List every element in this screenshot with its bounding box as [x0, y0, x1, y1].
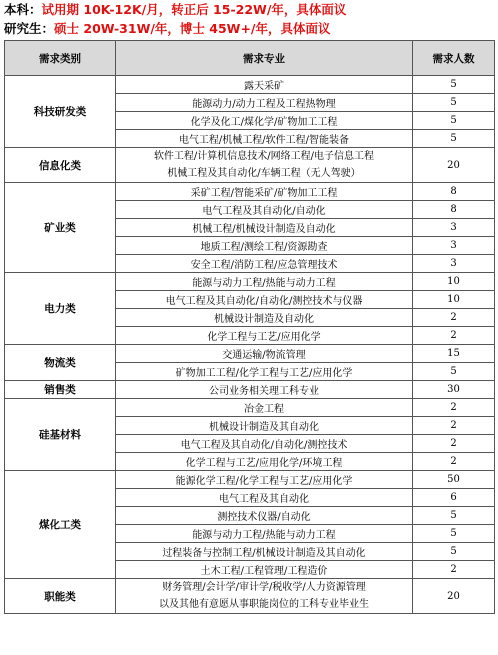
- category-cell: 煤化工类: [5, 471, 116, 579]
- undergrad-label: 本科：: [4, 2, 42, 17]
- count-cell: 5: [413, 363, 495, 381]
- table-row: [5, 76, 495, 94]
- count-cell: 5: [413, 76, 495, 94]
- table-row: [5, 273, 495, 291]
- count-cell: 2: [413, 417, 495, 435]
- category-cell: 物流类: [5, 345, 116, 381]
- major-cell: 能源与动力工程/热能与动力工程: [116, 525, 413, 543]
- count-cell: 5: [413, 130, 495, 148]
- count-cell: 5: [413, 94, 495, 112]
- category-cell: 科技研发类: [5, 76, 116, 148]
- count-cell: 2: [413, 399, 495, 417]
- major-cell: 能源与动力工程/热能与动力工程: [116, 273, 413, 291]
- major-cell: 电气工程及其自动化/自动化/测控技术与仪器: [116, 291, 413, 309]
- count-cell: 2: [413, 309, 495, 327]
- category-cell: 职能类: [5, 579, 116, 614]
- category-cell: 硅基材料: [5, 399, 116, 471]
- header-major: 需求专业: [116, 41, 413, 76]
- count-cell: 5: [413, 525, 495, 543]
- major-cell: 化学工程与工艺/应用化学: [116, 327, 413, 345]
- count-cell: 5: [413, 543, 495, 561]
- major-cell: 安全工程/消防工程/应急管理技术: [116, 255, 413, 273]
- major-cell: 采矿工程/智能采矿/矿物加工工程: [116, 183, 413, 201]
- major-cell: 能源动力/动力工程及工程热物理: [116, 94, 413, 112]
- header-category: 需求类别: [5, 41, 116, 76]
- count-cell: 15: [413, 345, 495, 363]
- category-cell: 矿业类: [5, 183, 116, 273]
- count-cell: 2: [413, 435, 495, 453]
- major-cell: 电气工程及其自动化/自动化: [116, 201, 413, 219]
- recruitment-table: [4, 40, 495, 614]
- count-cell: 5: [413, 507, 495, 525]
- count-cell: 10: [413, 273, 495, 291]
- count-cell: 20: [413, 148, 495, 183]
- major-cell: 机械工程/机械设计制造及自动化: [116, 219, 413, 237]
- category-cell: 销售类: [5, 381, 116, 399]
- count-cell: 30: [413, 381, 495, 399]
- major-cell: 测控技术仪器/自动化: [116, 507, 413, 525]
- count-cell: 5: [413, 112, 495, 130]
- table-row: [5, 399, 495, 417]
- table-row: [5, 579, 495, 614]
- major-cell: 过程装备与控制工程/机械设计制造及其自动化: [116, 543, 413, 561]
- count-cell: 3: [413, 237, 495, 255]
- major-cell: 能源化学工程/化学工程与工艺/应用化学: [116, 471, 413, 489]
- table-body: [5, 76, 495, 614]
- table-row: [5, 471, 495, 489]
- count-cell: 10: [413, 291, 495, 309]
- table-row: [5, 345, 495, 363]
- table-header-row: [5, 41, 495, 76]
- count-cell: 3: [413, 255, 495, 273]
- category-cell: 电力类: [5, 273, 116, 345]
- header-count: 需求人数: [413, 41, 495, 76]
- undergrad-salary-line: [4, 1, 498, 18]
- count-cell: 2: [413, 453, 495, 471]
- count-cell: 2: [413, 561, 495, 579]
- count-cell: 20: [413, 579, 495, 614]
- major-cell: 矿物加工工程/化学工程与工艺/应用化学: [116, 363, 413, 381]
- major-cell: 化学及化工/煤化学/矿物加工工程: [116, 112, 413, 130]
- undergrad-salary-text: 试用期 10K-12K/月，转正后 15-22W/年，具体面议: [41, 2, 347, 17]
- count-cell: 8: [413, 201, 495, 219]
- table-row: [5, 148, 495, 183]
- major-cell: 财务管理/会计学/审计学/税收学/人力资源管理 以及其他有意愿从事职能岗位的工科专业毕业生: [116, 579, 413, 614]
- count-cell: 3: [413, 219, 495, 237]
- major-cell: 电气工程/机械工程/软件工程/智能装备: [116, 130, 413, 148]
- major-cell: 化学工程与工艺/应用化学/环境工程: [116, 453, 413, 471]
- major-cell: 公司业务相关理工科专业: [116, 381, 413, 399]
- major-cell: 电气工程及其自动化/自动化/测控技术: [116, 435, 413, 453]
- major-cell: 机械设计制造及其自动化: [116, 417, 413, 435]
- table-row: [5, 183, 495, 201]
- count-cell: 50: [413, 471, 495, 489]
- table-row: [5, 381, 495, 399]
- major-cell: 冶金工程: [116, 399, 413, 417]
- major-cell: 机械设计制造及自动化: [116, 309, 413, 327]
- count-cell: 6: [413, 489, 495, 507]
- major-cell: 交通运输/物流管理: [116, 345, 413, 363]
- grad-label: 研究生：: [4, 21, 55, 36]
- major-cell: 露天采矿: [116, 76, 413, 94]
- grad-salary-text: 硕士 20W-31W/年，博士 45W+/年，具体面议: [54, 21, 331, 36]
- count-cell: 2: [413, 327, 495, 345]
- count-cell: 8: [413, 183, 495, 201]
- major-cell: 软件工程/计算机信息技术/网络工程/电子信息工程 机械工程及其自动化/车辆工程（无人驾驶）: [116, 148, 413, 183]
- major-cell: 地质工程/测绘工程/资源勘查: [116, 237, 413, 255]
- grad-salary-line: [4, 20, 498, 37]
- category-cell: 信息化类: [5, 148, 116, 183]
- major-cell: 土木工程/工程管理/工程造价: [116, 561, 413, 579]
- major-cell: 电气工程及其自动化: [116, 489, 413, 507]
